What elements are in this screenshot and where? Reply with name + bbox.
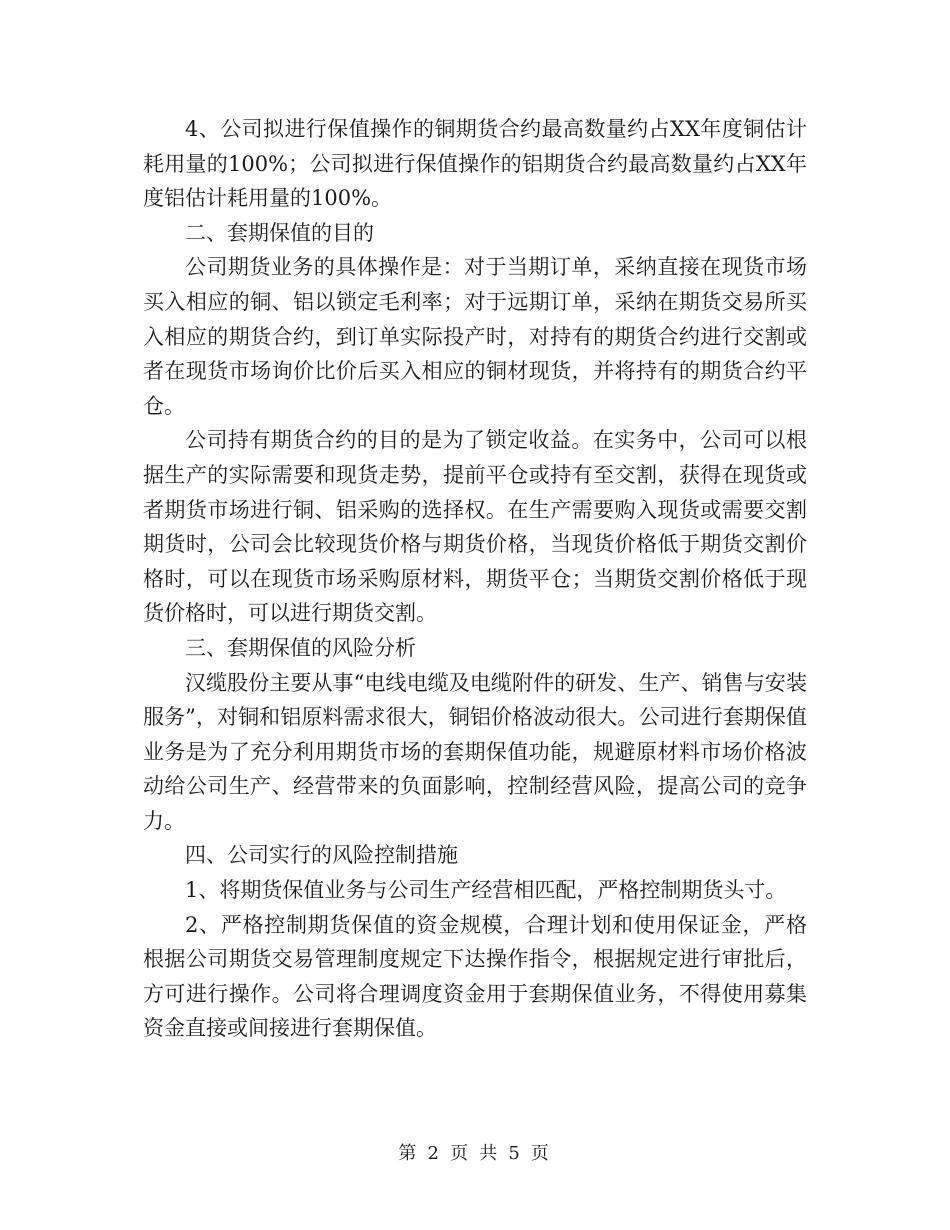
- paragraph-risk-analysis: 汉缆股份主要从事“电线电缆及电缆附件的研发、生产、销售与安装服务”，对铜和铝原料需求很大，铜铝价格波动很大。公司进行套期保值业务是为了充分利用期货市场的套期保值功能，规避原材料市场价格波动给公司生产、经营带来的负面影响，控制经营风险，提高公司的竞争力。: [143, 670, 807, 833]
- section-heading-purpose: 二、套期保值的目的: [185, 220, 374, 245]
- paragraph-control-1: 1、将期货保值业务与公司生产经营相匹配，严格控制期货头寸。: [185, 878, 787, 903]
- section-heading-risk-analysis: 三、套期保值的风险分析: [185, 635, 416, 660]
- section-heading-risk-control: 四、公司实行的风险控制措施: [185, 843, 458, 868]
- paragraph-item-4: 4、公司拟进行保值操作的铜期货合约最高数量约占XX年度铜估计耗用量的100%；公司拟进行保值操作的铝期货合约最高数量约占XX年度铝估计耗用量的100%。: [143, 117, 807, 211]
- paragraph-operations: 公司期货业务的具体操作是：对于当期订单，采纳直接在现货市场买入相应的铜、铝以锁定毛利率；对于远期订单，采纳在期货交易所买入相应的期货合约，到订单实际投产时，对持有的期货合约进行交割或者在现货市场询价比价后买入相应的铜材现货，并将持有的期货合约平仓。: [143, 255, 807, 418]
- document-body: [143, 112, 807, 1046]
- paragraph-holding-purpose: 公司持有期货合约的目的是为了锁定收益。在实务中，公司可以根据生产的实际需要和现货走势，提前平仓或持有至交割，获得在现货或者期货市场进行铜、铝采购的选择权。在生产需要购入现货或需要交割期货时，公司会比较现货价格与期货价格，当现货价格低于期货交割价格时，可以在现货市场采购原材料，期货平仓；当期货交割价格低于现货价格时，可以进行期货交割。: [143, 428, 807, 626]
- paragraph-control-2: 2、严格控制期货保值的资金规模，合理计划和使用保证金，严格根据公司期货交易管理制度规定下达操作指令，根据规定进行审批后，方可进行操作。公司将合理调度资金用于套期保值业务，不得使用募集资金直接或间接进行套期保值。: [143, 912, 807, 1041]
- page-number-footer: 第 2 页 共 5 页: [398, 1143, 552, 1164]
